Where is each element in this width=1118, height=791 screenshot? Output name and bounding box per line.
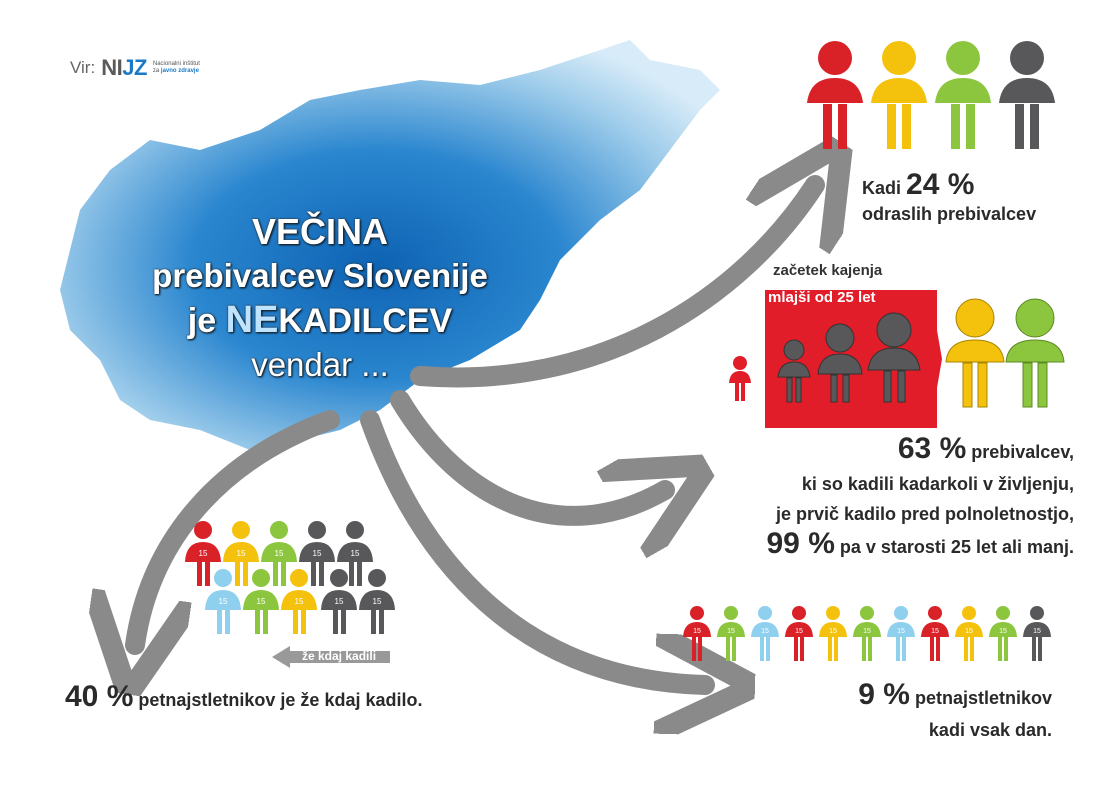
adult-smokers-stat: Kadi 24 % [862, 168, 975, 201]
svg-text:15: 15 [795, 628, 803, 635]
svg-text:15: 15 [931, 628, 939, 635]
adult-smokers-label: odraslih prebivalcev [862, 204, 1037, 224]
person-green-icon [935, 41, 991, 149]
svg-text:15: 15 [829, 628, 837, 635]
teen-gray-icon [1023, 606, 1051, 661]
svg-text:15: 15 [218, 597, 228, 606]
nijz-logo: NIJZ [101, 55, 147, 80]
svg-text:15: 15 [965, 628, 973, 635]
ever-smoked-tag: že kdaj kadili [272, 646, 392, 668]
arrow-to-daily [370, 420, 705, 685]
ever-smoked-stat: 40 % petnajstletnikov je že kdaj kadilo. [65, 680, 423, 713]
svg-text:15: 15 [256, 597, 266, 606]
adult-color-icons [940, 298, 1070, 415]
person-gray-icon [999, 41, 1055, 149]
svg-text:15: 15 [334, 597, 344, 606]
svg-text:15: 15 [727, 628, 735, 635]
early-start-stat [767, 434, 1075, 564]
logo-subtitle: Nacionalni inštitut za javno zdravje [152, 61, 200, 74]
teen-lightblue-icon [887, 606, 915, 661]
person-red-icon [807, 41, 863, 149]
headline-line4: vendar ... [251, 346, 389, 383]
teen-yellow-icon [819, 606, 847, 661]
svg-text:15: 15 [693, 628, 701, 635]
svg-text:15: 15 [198, 549, 208, 558]
teen-green-icon [989, 606, 1017, 661]
svg-text:15: 15 [761, 628, 769, 635]
headline [70, 210, 570, 387]
svg-text:15: 15 [372, 597, 382, 606]
source-prefix: Vir: [70, 58, 96, 77]
source-credit [70, 55, 213, 81]
teen-green-icon [853, 606, 881, 661]
daily-line1: 9 % petnajstletnikov [858, 678, 1052, 711]
svg-text:15: 15 [1033, 628, 1041, 635]
early-line3: je prvič kadilo pred polnoletnostjo, [775, 504, 1074, 524]
child-icon [727, 355, 753, 408]
person-yellow-icon [871, 41, 927, 149]
daily-line2: kadi vsak dan. [928, 720, 1052, 740]
svg-text:15: 15 [999, 628, 1007, 635]
teen-gray-icon [359, 569, 395, 634]
early-line4: 99 % pa v starosti 25 let ali manj. [766, 527, 1074, 560]
teen-red-icon [785, 606, 813, 661]
daily-teens-icons [683, 605, 1053, 672]
teen-red-icon [683, 606, 711, 661]
start-label: začetek kajenja [773, 262, 883, 279]
svg-text:15: 15 [274, 549, 284, 558]
start-age-label: mlajši od 25 let [768, 289, 876, 306]
teen-lightblue-icon [751, 606, 779, 661]
teen-gray-icons [772, 312, 922, 412]
arrow-to-early [400, 400, 665, 516]
teen-red-icon [921, 606, 949, 661]
early-line2: ki so kadili kadarkoli v življenju, [801, 474, 1074, 494]
adult-people-icons [805, 38, 1065, 158]
svg-text:15: 15 [312, 549, 322, 558]
daily-smokers-stat [858, 680, 1052, 745]
headline-line1: VEČINA [251, 211, 389, 252]
headline-line2: prebivalcev Slovenije [152, 257, 488, 294]
early-line1: 63 % prebivalcev, [897, 432, 1074, 465]
svg-text:15: 15 [236, 549, 246, 558]
teen-green-icon [717, 606, 745, 661]
svg-text:15: 15 [294, 597, 304, 606]
teen-yellow-icon [955, 606, 983, 661]
svg-text:15: 15 [897, 628, 905, 635]
svg-text:15: 15 [863, 628, 871, 635]
headline-line3: je NEKADILCEV [187, 299, 453, 341]
teens-group-icons [185, 520, 400, 643]
svg-text:15: 15 [350, 549, 360, 558]
